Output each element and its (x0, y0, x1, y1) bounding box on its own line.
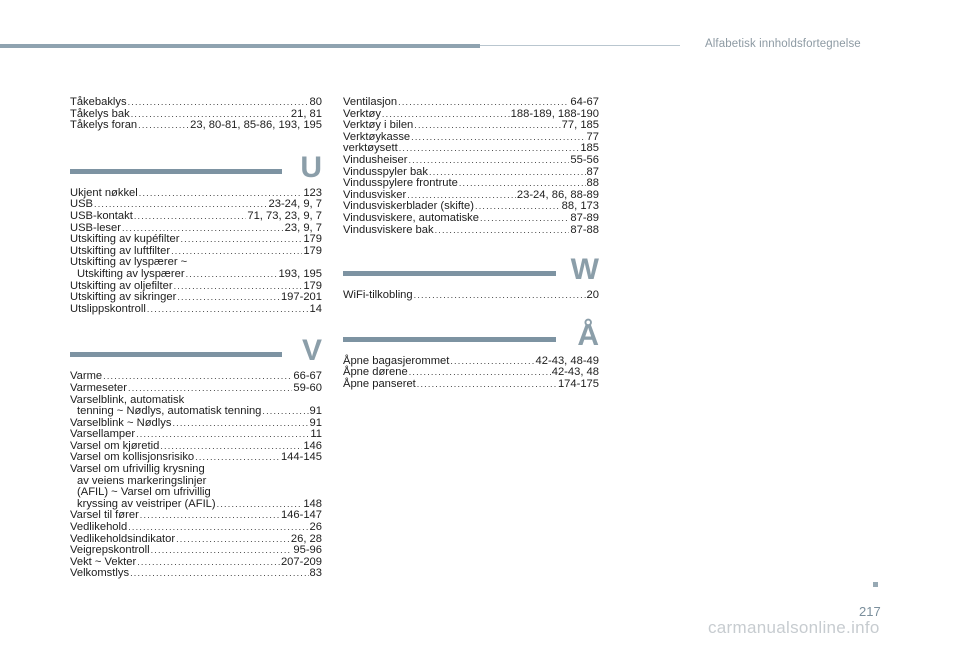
entry-term: Vindusviskerblader (skifte) (343, 200, 474, 213)
index-entry (343, 213, 599, 225)
list-top-left (70, 97, 322, 132)
entry-page-ref: 91 (309, 405, 322, 418)
entry-term: Vedlikehold (70, 521, 128, 534)
entry-page-ref: 11 (310, 428, 322, 441)
index-entry (70, 383, 322, 395)
index-column-left (70, 97, 322, 580)
section-header-v (70, 333, 322, 368)
entry-page-ref: 26 (309, 521, 322, 534)
index-entry (70, 234, 322, 246)
entry-page-ref: 144-145 (280, 451, 322, 464)
dot-leader (475, 201, 561, 213)
list-top-right (343, 97, 599, 236)
entry-term: Åpne bagasjerommet (343, 354, 450, 367)
section-divider (343, 271, 556, 276)
index-entry (70, 304, 322, 316)
list-section-w (343, 290, 599, 302)
dot-leader (128, 97, 309, 109)
index-entry (343, 290, 599, 302)
entry-page-ref: 185 (580, 142, 599, 155)
index-entry (70, 568, 322, 580)
dot-leader (177, 292, 280, 304)
entry-term: Tåkelys foran (70, 119, 138, 132)
entry-term: Verktøy (343, 107, 381, 120)
entry-page-ref: 64-67 (570, 96, 599, 108)
dot-leader (459, 178, 586, 190)
index-entry (70, 406, 322, 418)
dot-leader (186, 269, 278, 281)
entry-page-ref: 95-96 (293, 544, 322, 557)
header-rule-thin (480, 45, 680, 46)
section-letter-v: V (301, 334, 322, 368)
entry-page-ref: 77, 185 (561, 119, 599, 132)
entry-term: Åpne dørene (343, 366, 408, 379)
dot-leader (417, 379, 557, 391)
dot-leader (140, 510, 280, 522)
entry-term: Vindusvisker (343, 188, 407, 201)
page-header-title: Alfabetisk innholdsfortegnelse (705, 38, 861, 50)
list-section-aa (343, 356, 599, 391)
index-entry: (AFIL) ~ Varsel om ufrivillig (77, 486, 211, 499)
entry-page-ref: 80 (309, 96, 322, 108)
dot-leader (136, 429, 309, 441)
entry-term: USB-leser (70, 221, 121, 234)
entry-page-ref: 87-89 (570, 211, 599, 224)
entry-page-ref: 146-147 (280, 509, 322, 522)
section-letter-w: W (570, 253, 599, 287)
index-column-right (343, 97, 599, 391)
entry-term: Utskifting av sikringer (70, 291, 177, 304)
entry-page-ref: 179 (303, 233, 322, 246)
section-letter-aa: Å (577, 318, 599, 352)
index-entry (70, 211, 322, 223)
entry-page-ref: 88, 173 (561, 200, 599, 213)
entry-page-ref: 193, 195 (278, 267, 322, 280)
entry-page-ref: 77 (586, 130, 599, 143)
list-section-v (70, 371, 322, 580)
entry-term: Velkomstlys (70, 567, 130, 580)
entry-page-ref: 26, 28 (290, 532, 322, 545)
entry-page-ref: 42-43, 48 (551, 366, 599, 379)
entry-page-ref: 23, 9, 7 (284, 221, 322, 234)
entry-term: Utskifting av lyspærer (77, 267, 185, 280)
dot-leader (151, 545, 293, 557)
entry-term: Vindusheiser (343, 153, 408, 166)
entry-term: Varsel om kjøretid (70, 439, 160, 452)
index-entry (70, 522, 322, 534)
dot-leader (480, 213, 569, 225)
dot-leader (176, 534, 290, 546)
entry-term: Utskifting av oljefilter (70, 279, 173, 292)
entry-term: USB (70, 198, 94, 211)
dot-leader (172, 418, 308, 430)
entry-term: Ukjent nøkkel (70, 186, 138, 199)
entry-term: Verktøykasse (343, 130, 411, 143)
entry-page-ref: 91 (309, 416, 322, 429)
entry-term: Vindusspylere frontrute (343, 177, 458, 190)
entry-page-ref: 197-201 (280, 291, 322, 304)
entry-page-ref: 23, 80-81, 85-86, 193, 195 (190, 119, 322, 132)
section-header-aa (343, 318, 599, 352)
entry-page-ref: 148 (303, 497, 322, 510)
dot-leader (450, 356, 534, 368)
dot-leader (128, 522, 308, 534)
entry-term: Varmeseter (70, 381, 127, 394)
entry-term: kryssing av veistriper (AFIL) (77, 497, 216, 510)
end-marker (873, 582, 878, 587)
entry-term: Vindusviskere bak (343, 223, 434, 236)
entry-page-ref: 179 (303, 279, 322, 292)
entry-page-ref: 66-67 (293, 370, 322, 383)
dot-leader (138, 120, 189, 132)
index-entry: Varselblink, automatisk (70, 393, 185, 406)
dot-leader (408, 155, 569, 167)
entry-term: Varsellamper (70, 428, 136, 441)
entry-page-ref: 179 (303, 244, 322, 257)
dot-leader (262, 406, 308, 418)
entry-page-ref: 42-43, 48-49 (535, 354, 599, 367)
entry-term: Ventilasjon (343, 96, 398, 108)
entry-page-ref: 146 (303, 439, 322, 452)
section-divider (70, 352, 282, 357)
entry-term: Åpne panseret (343, 377, 416, 390)
index-entry: Varsel om ufrivillig krysning (70, 463, 205, 476)
index-entry (70, 97, 322, 109)
dot-leader (103, 371, 292, 383)
entry-page-ref: 87 (586, 165, 599, 178)
entry-term: Tåkelys bak (70, 107, 130, 120)
index-entry (343, 155, 599, 167)
entry-term: Utskifting av kupéfilter (70, 233, 180, 246)
dot-leader (435, 225, 570, 237)
index-entry: av veiens markeringslinjer (77, 474, 207, 487)
dot-leader (137, 557, 280, 569)
entry-page-ref: 87-88 (570, 223, 599, 236)
entry-term: verktøysett (343, 142, 398, 155)
entry-term: Varselblink ~ Nødlys (70, 416, 172, 429)
dot-leader (171, 246, 302, 258)
index-entry (70, 292, 322, 304)
entry-term: tenning ~ Nødlys, automatisk tenning (77, 405, 262, 418)
entry-term: Varsel til fører (70, 509, 139, 522)
entry-term: Vindusspyler bak (343, 165, 428, 178)
entry-page-ref: 88 (586, 177, 599, 190)
entry-page-ref: 14 (309, 302, 322, 315)
entry-page-ref: 207-209 (280, 555, 322, 568)
index-entry: Utskifting av lyspærer ~ (70, 256, 188, 269)
index-entry (343, 379, 599, 391)
entry-page-ref: 188-189, 188-190 (510, 107, 599, 120)
entry-term: Veigrepskontroll (70, 544, 150, 557)
entry-term: Utskifting av luftfilter (70, 244, 171, 257)
entry-term: Varme (70, 370, 103, 383)
entry-term: WiFi-tilkobling (343, 289, 413, 302)
entry-page-ref: 71, 73, 23, 9, 7 (247, 209, 322, 222)
index-entry (343, 97, 599, 109)
entry-page-ref: 59-60 (293, 381, 322, 394)
entry-term: Tåkebaklys (70, 96, 127, 108)
dot-leader (134, 211, 247, 223)
entry-term: Vedlikeholdsindikator (70, 532, 176, 545)
dot-leader (398, 97, 569, 109)
dot-leader (130, 568, 308, 580)
entry-term: Varsel om kollisjonsrisiko (70, 451, 195, 464)
section-letter-u: U (300, 150, 322, 184)
entry-page-ref: 123 (303, 186, 322, 199)
index-entry (343, 178, 599, 190)
section-divider (70, 169, 282, 174)
entry-term: Utslippskontroll (70, 302, 146, 315)
entry-page-ref: 21, 81 (290, 107, 322, 120)
entry-term: Verktøy i bilen (343, 119, 414, 132)
section-divider (343, 337, 556, 342)
dot-leader (411, 132, 585, 144)
entry-page-ref: 20 (586, 289, 599, 302)
watermark: carmanualsonline.info (708, 618, 880, 637)
entry-page-ref: 23-24, 9, 7 (268, 198, 322, 211)
list-section-u (70, 188, 322, 316)
index-entry (70, 269, 322, 281)
dot-leader (128, 383, 292, 395)
dot-leader (180, 234, 302, 246)
section-header-u (70, 150, 322, 184)
entry-term: Vindusviskere, automatiske (343, 211, 479, 224)
dot-leader (414, 290, 586, 302)
entry-page-ref: 174-175 (557, 377, 599, 390)
entry-page-ref: 83 (309, 567, 322, 580)
index-entry (70, 120, 322, 132)
entry-term: USB-kontakt (70, 209, 133, 222)
section-header-w (343, 252, 599, 287)
dot-leader (414, 120, 560, 132)
dot-leader (399, 143, 580, 155)
dot-leader (147, 304, 309, 316)
entry-page-ref: 23-24, 86, 88-89 (516, 188, 599, 201)
entry-term: Vekt ~ Vekter (70, 555, 137, 568)
dot-leader (195, 452, 280, 464)
dot-leader (409, 367, 551, 379)
entry-page-ref: 55-56 (570, 153, 599, 166)
header-rule (0, 44, 480, 48)
index-entry (343, 225, 599, 237)
page-number: 217 (859, 604, 881, 619)
